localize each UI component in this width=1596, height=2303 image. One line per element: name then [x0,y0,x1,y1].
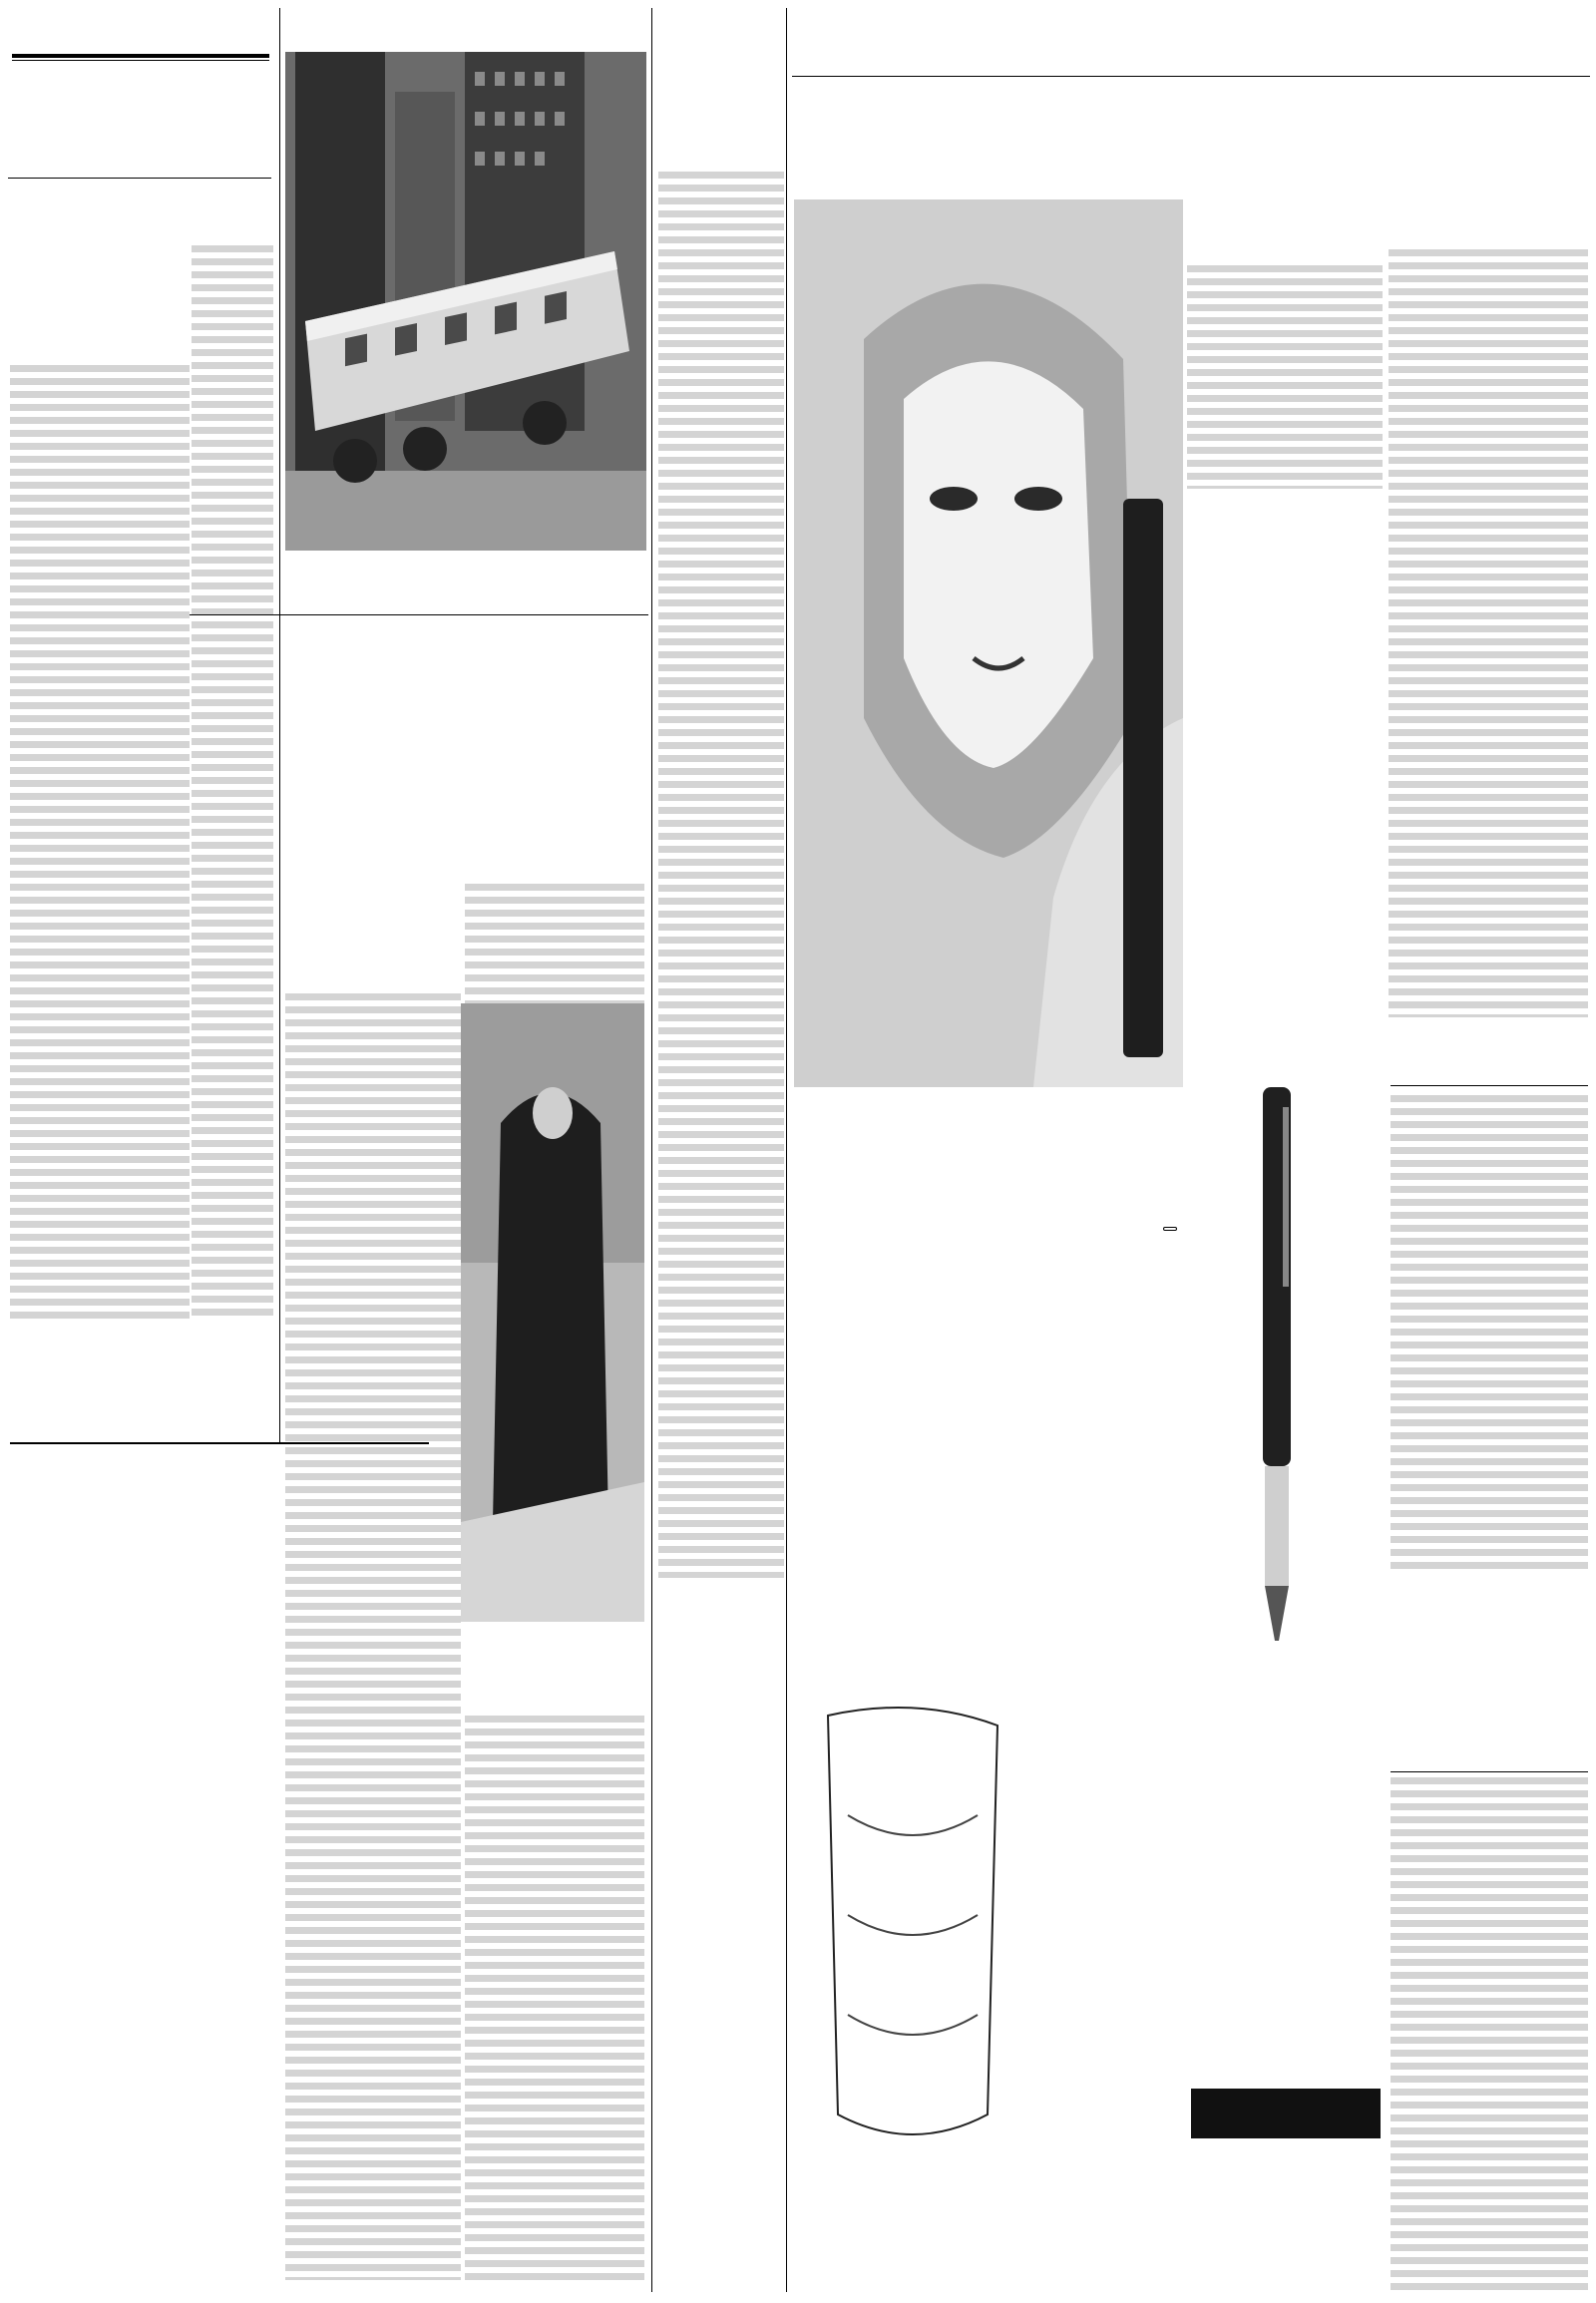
gaulle-col1 [10,245,190,1323]
parker-label [1163,1227,1177,1231]
krupp-photo-art [461,1003,644,1622]
parker-logo [1191,2089,1381,2138]
parker-pen-svg [1257,1087,1297,1646]
krupp-photo [461,1003,644,1622]
gaulle-col2 [192,245,273,1323]
fashion-photo [794,199,1183,1087]
exorcism-body [658,156,784,1582]
parker-illustration [788,1696,1037,2174]
exorcism-head [658,56,778,126]
fashion-photo-art [794,199,1183,1087]
gaulle-headline [8,104,277,174]
parker-logo-text [1191,2095,1201,2129]
parker-illustration-svg [788,1696,1037,2174]
tameion-body [1391,1095,1588,1574]
parker-pen-art [1257,1087,1297,1646]
classifieds [658,1632,782,2051]
krupp-col2b [465,1716,644,2284]
tameion [1391,1089,1588,1747]
aristocrats-col1 [1187,249,1383,489]
right-notices [1391,1777,1588,2296]
aristocrats-col2 [1389,249,1588,1017]
krupp-col1 [285,884,461,2290]
subway-photo-art [285,52,646,551]
parker-ad [1041,1087,1387,2294]
masthead-left [12,4,269,86]
subway-photo [285,52,646,551]
